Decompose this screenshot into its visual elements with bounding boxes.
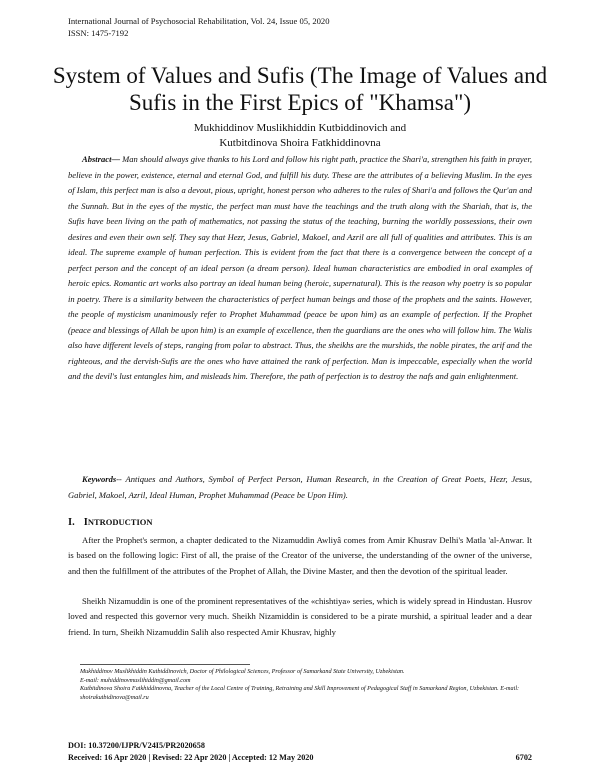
page-footer <box>68 740 532 763</box>
section-title-rest: NTRODUCTION <box>87 517 153 527</box>
footer-dates: Received: 16 Apr 2020 | Revised: 22 Apr 2020 | Accepted: 12 May 2020 <box>68 752 314 762</box>
author-line-2: Kutbitdinova Shoira Fatkhiddinovna <box>219 137 381 149</box>
keywords <box>68 472 532 503</box>
footnotes <box>80 668 532 702</box>
page-number: 6702 <box>515 752 532 762</box>
section-initial: I <box>83 517 88 528</box>
paper-title: System of Values and Sufis (The Image of Values and Sufis in the First Epics of "Khamsa") <box>52 63 548 115</box>
journal-header <box>68 15 330 39</box>
journal-citation: International Journal of Psychosocial Rehabilitation, Vol. 24, Issue 05, 2020 <box>68 16 330 26</box>
abstract-text: Man should always give thanks to his Lord and follow his right path, practice the Shari'a, strengthen his faith in prayer, believe in the power, existence, eternal and eternal God, and fulfill his duty. These are the attributes of a believing Muslim. In the eyes of Islam, this perfect man is also a devout, pious, upright, honest person who adheres to the rules of Shari'a and follows the Qur'an and the Sunnah. But in the eyes of the mystic, the perfect man must have the teachings and the truth along with the Shariah, that is, the Sufis have been living on the path of mathematics, not passing the status of the teaching, burning the worldly possessions, their own desires and even their own self. They say that Hezr, Jesus, Gabriel, Makoel, and Azril are all full of qualities and attributes. This is an ideal. The supreme example of human perfection. This is evident from the fact that there is a convergence between the concept of a perfect person and the concept of an ideal person (a dream person). Ideal human characteristics are embodied in oral examples of heroic epics. Romantic art works also portray an ideal human being (heroic, supernatural). This is the reason why poetry is so popular in poetry. There is a similarity between the characteristics of perfect human beings and those of the prophets and the saints. However, the people of mysticism unanimously refer to Prophet Muhammad (peace be upon him) as an example of perfection. If the Prophet (peace and blessings of Allah be upon him) is an example of excellence, then the guardians are the ones who will follow him. The Walis also have different levels of steps, ranging from polar to abstract. Thus, the sheikhs are the murshids, the noble pirates, the arif and the righteous, and the dervish-Sufis are the ones who have attained the rank of perfection. Man is impeccable, especially when the world and the devil's lust entangles him, and misleads him. Therefore, the path of perfection is to destroy the nafs and gain enlightenment. <box>68 154 532 381</box>
footnote-email-1: E-mail: muhiddinovmuslihiddin@gmail.com <box>80 676 191 684</box>
body-paragraph-1: After the Prophet's sermon, a chapter dedicated to the Nizamuddin Awliyâ comes from Amir Khusrav Delhi's Matla 'al-Anwar. It is based on the following logic: First of all, the praise of the Creator of the universe, the understanding of the owner of the universe, and then the fulfillment of the attributes of the Prophet of Allah, the Divine Master, and then the devotion of the spiritual leader. <box>68 535 532 576</box>
author-block <box>40 121 560 151</box>
abstract <box>68 152 532 385</box>
section-heading-introduction <box>68 517 153 528</box>
body-paragraph-2: Sheikh Nizamuddin is one of the prominent representatives of the «chishtiya» series, which is widely spread in Hindustan. Husrov loved and respected this governor very much. Sheikh Nizamiddin is considered to be a pirate murshid, a spiritual leader and a dear friend. In turn, Sheikh Nizamuddin Salih also respected Amir Khusrav, highly <box>68 596 532 637</box>
footnote-author-2: Kutbitdinova Shoira Fatkhiddinovna, Teacher of the Local Centre of Training, Retraining and Skill Improvement of Pedagogical Staff in Samarkand Region, Uzbekistan. E-mail: shoirakutbidinova@mail.ru <box>80 685 520 701</box>
footnote-divider <box>80 664 250 665</box>
footnote-author-1: Mukhiddinov Muslikhiddin Kutbiddinovich, Doctor of Philological Sciences, Professor of Samarkand State University, Uzbekistan. <box>80 668 405 675</box>
author-line-1: Mukhiddinov Muslikhiddin Kutbiddinovich and <box>193 122 407 134</box>
keywords-label: Keywords-- <box>82 474 122 484</box>
abstract-label: Abstract— <box>82 154 120 164</box>
footer-doi: DOI: 10.37200/IJPR/V24I5/PR2020658 <box>68 741 205 750</box>
keywords-text: Antiques and Authors, Symbol of Perfect Person, Human Research, in the Creation of Great Poets, Hezr, Jesus, Gabriel, Makoel, Azril, Ideal Human, Prophet Muhammad (Peace be Upon Him). <box>68 474 532 500</box>
section-number: I. <box>68 517 75 528</box>
journal-issn: ISSN: 1475-7192 <box>68 28 129 38</box>
